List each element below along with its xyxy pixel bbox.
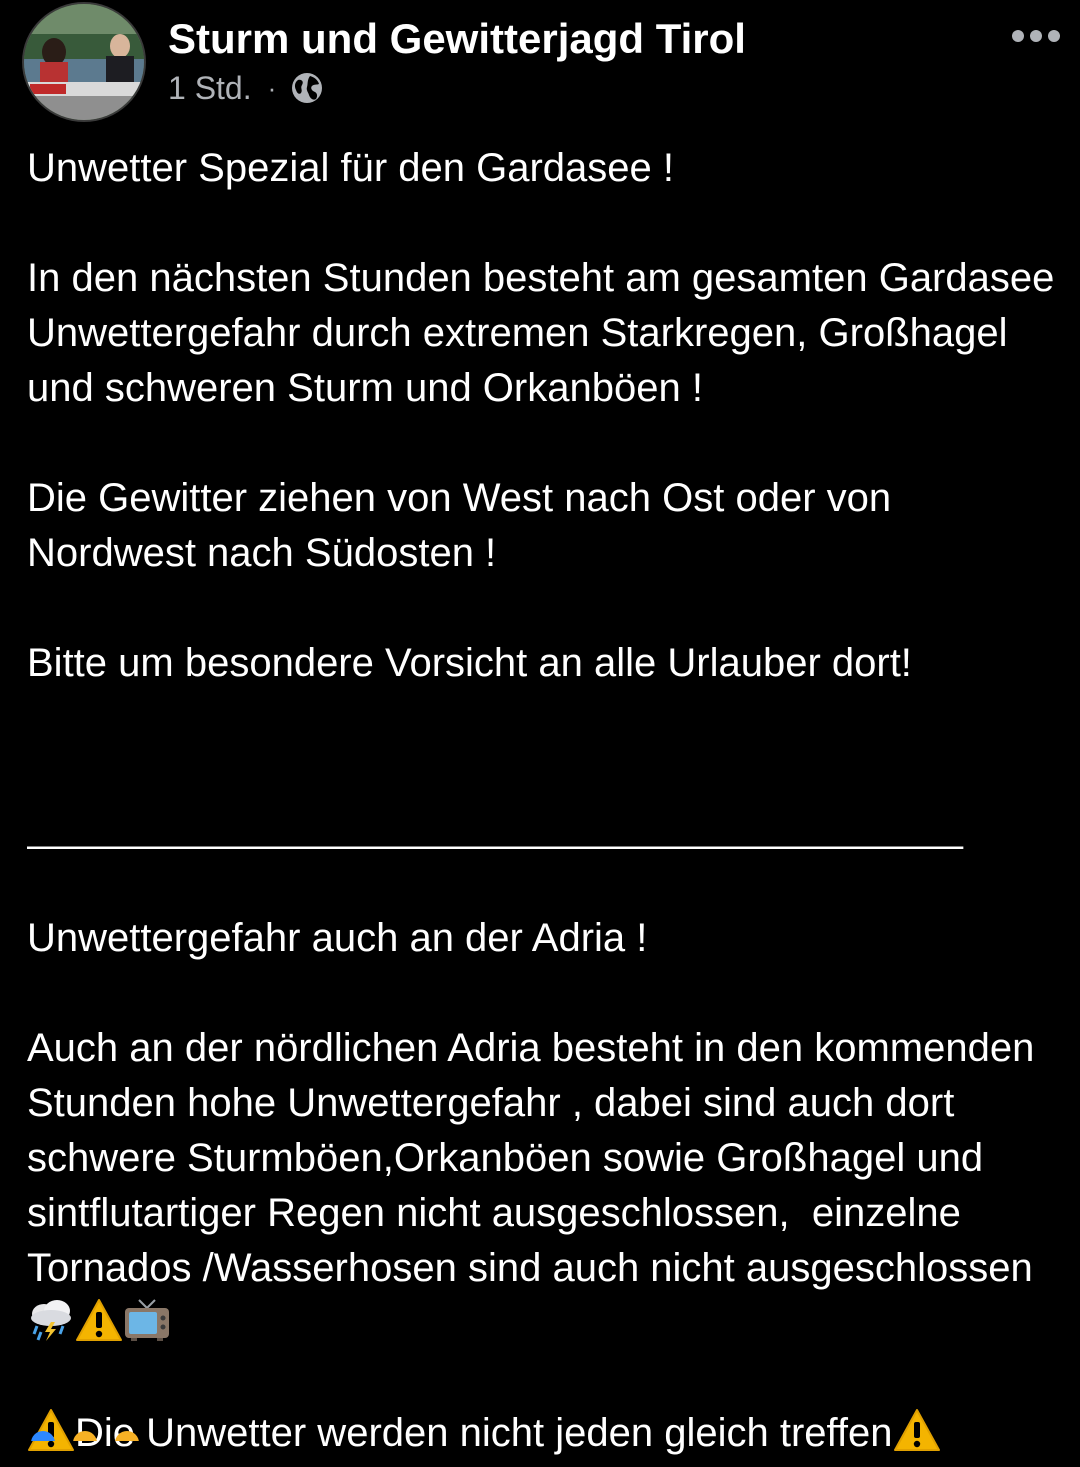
post-header — [0, 0, 1080, 130]
post-blank-line — [27, 581, 1067, 636]
post-paragraph-text: Auch an der nördlichen Adria besteht in den kommenden Stunden hohe Unwettergefahr , dabei sind auch dort schwere Sturmböen,Orkanböen sowie Großhagel und sintflutartiger Regen nicht ausgeschlossen, einzelne Tornados /Wasserhosen sind auch nicht ausgeschlossen — [27, 1026, 1046, 1290]
post-blank-line — [27, 196, 1067, 251]
page-avatar[interactable] — [22, 2, 146, 122]
more-dots-icon[interactable] — [1008, 26, 1064, 46]
post-time[interactable]: 1 Std. — [168, 69, 252, 106]
warning-emoji — [893, 1408, 941, 1452]
post-blank-line — [27, 746, 1067, 801]
post-blank-line — [27, 691, 1067, 746]
globe-icon — [290, 71, 324, 105]
post-paragraph-with-emojis — [27, 1021, 1067, 1351]
post-blank-line — [27, 966, 1067, 1021]
post-blank-line — [27, 856, 1067, 911]
post-text — [27, 141, 1067, 1461]
post-paragraph: In den nächsten Stunden besteht am gesamten Gardasee Unwettergefahr durch extremen Starkregen, Großhagel und schweren Sturm und Orkanböen ! — [27, 256, 1066, 410]
post-blank-line — [27, 416, 1067, 471]
meta-separator: · — [267, 72, 277, 103]
separator-line: ____________________________________________ — [27, 806, 962, 850]
television-emoji — [123, 1298, 171, 1342]
post-meta — [168, 68, 324, 108]
post-blank-line — [27, 1351, 1067, 1406]
cloud-lightning-rain-emoji — [27, 1298, 75, 1342]
reaction-icons-partial — [27, 1428, 227, 1458]
warning-emoji — [75, 1298, 123, 1342]
post-paragraph: Unwettergefahr auch an der Adria ! — [27, 916, 648, 960]
post-paragraph: Die Gewitter ziehen von West nach Ost oder von Nordwest nach Südosten ! — [27, 476, 903, 575]
post-paragraph: Bitte um besondere Vorsicht an alle Urlauber dort! — [27, 641, 912, 685]
post-paragraph-text: Die Unwetter werden nicht jeden gleich treffen — [75, 1411, 893, 1455]
page-name[interactable]: Sturm und Gewitterjagd Tirol — [168, 15, 746, 62]
avatar-image — [24, 4, 146, 122]
post-paragraph: Unwetter Spezial für den Gardasee ! — [27, 146, 675, 190]
